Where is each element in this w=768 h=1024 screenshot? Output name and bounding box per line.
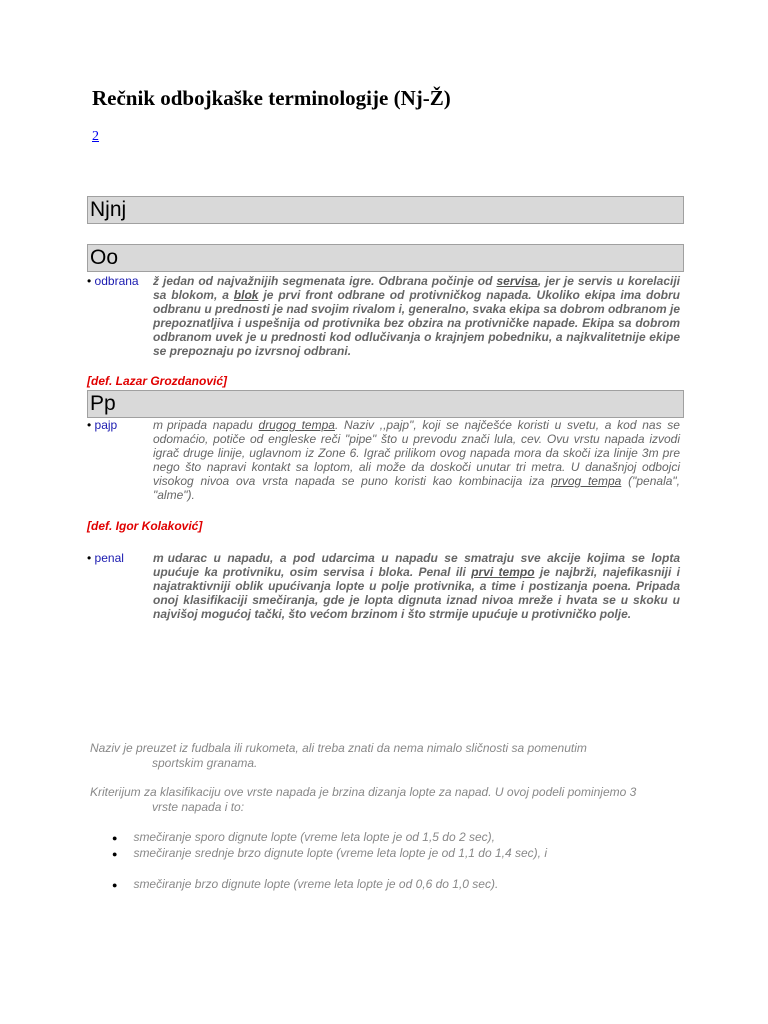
grammar-tag: ž: [153, 274, 159, 288]
note-paragraph: [90, 785, 680, 815]
section-header-njnj: Njnj: [87, 196, 684, 224]
link-drugog-tempa[interactable]: drugog tempa: [258, 418, 335, 432]
section-header-pp: Pp: [87, 390, 684, 418]
definition-odbrana: [87, 274, 680, 358]
note-line: Kriterijum za klasifikaciju ove vrste napada je brzina dizanja lopte za napad. U ovoj podeli pominjemo 3: [90, 785, 637, 799]
list-item: [112, 830, 672, 844]
page-number-link[interactable]: 2: [92, 129, 99, 144]
bullet-icon: ●: [112, 880, 118, 890]
definition-text: je prvi front odbrane od protivničkog napada. Ukoliko ekipa ima dobru odbranu u prednosti je nad svojim rivalom i, generalno, svaka ekipa sa dobrom odbranom je prepoznatljiva i uspešnija od protivnika bez obzira na protivničke napade. Ekipa sa dobrom odbranom uvek je u prednosti kod odlučivanja o krajnjem pobedniku, a najkvalitetnije ekipe se prepoznaju po izvrsnoj odbrani.: [153, 288, 680, 358]
definition-text: pripada napadu: [167, 418, 259, 432]
list-item-text: smečiranje srednje brzo dignute lopte (vreme leta lopte je od 1,1 do 1,4 sec), i: [133, 846, 547, 860]
list-item-text: smečiranje sporo dignute lopte (vreme leta lopte je od 1,5 do 2 sec),: [133, 830, 495, 844]
bullet-icon: ●: [112, 849, 118, 859]
note-line: vrste napada i to:: [152, 800, 245, 814]
section-header-oo: Oo: [87, 244, 684, 272]
list-item: [112, 846, 672, 860]
link-prvog-tempa[interactable]: prvog tempa: [551, 474, 622, 488]
definition-pajp: [87, 418, 680, 502]
grammar-tag: m: [153, 551, 164, 565]
note-line: sportskim granama.: [152, 756, 258, 770]
entry-odbrana: [87, 274, 680, 358]
grammar-tag: m: [153, 418, 163, 432]
link-servisa[interactable]: servisa: [496, 274, 538, 288]
note-line: Naziv je preuzet iz fudbala ili rukometa, ali treba znati da nema nimalo sličnosti sa pomenutim: [90, 741, 587, 755]
definition-text: jedan od najvažnijih segmenata igre. Odbrana počinje od: [163, 274, 497, 288]
link-blok[interactable]: blok: [233, 288, 259, 302]
entry-pajp: [87, 418, 680, 502]
definition-author: [def. Lazar Grozdanović]: [87, 374, 228, 388]
term-penal[interactable]: penal: [94, 551, 124, 565]
bullet: •: [87, 551, 92, 565]
term-pajp[interactable]: pajp: [94, 418, 118, 432]
definition-author: [def. Igor Kolaković]: [87, 519, 203, 533]
definition-text: ("penala", "alme").: [153, 474, 680, 502]
definition-text: , jer je servis u korelaciji sa blokom, a: [153, 274, 680, 302]
page-title: Rečnik odbojkaške terminologije (Nj-Ž): [92, 86, 451, 110]
bullet: •: [87, 418, 92, 432]
definition-text: udarac u napadu, a pod udarcima u napadu se smatraju sve akcije kojima se lopta upućuje ka protivniku, osim servisa i bloka. Penal ili: [153, 551, 680, 579]
list-item-text: smečiranje brzo dignute lopte (vreme leta lopte je od 0,6 do 1,0 sec).: [133, 877, 499, 891]
definition-text: je najbrži, najefikasniji i najatraktivniji oblik upućivanja lopte u polje protivnika, a time i postizanja poena. Pripada onoj klasifikaciji smečiranja, gde je lopta dignuta iznad nivoa mreže i hvata se u skoku u najvišoj mogućoj tački, što većom brzinom i što strmije upućuje u protivničko polje.: [153, 565, 680, 621]
bullet: •: [87, 274, 92, 288]
definition-text: . Naziv ,,pajp", koji se najčešće koristi u svetu, a kod nas se odomaćio, potiče od engleske reči "pipe" što u prevodu znači lula, cev. Ovu vrstu napada izvodi igrač druge linije, uglavnom iz Zone 6. Igrač prilikom ovog napada mora da skoči iza linije 3m pre nego što napravi kontakt sa loptom, ali može da doskoči unutar tri metra. U današnjoj odbojci visokog nivoa ova vrsta napada se puno koristi kao kombinacija iza: [153, 418, 680, 488]
bullet-icon: ●: [112, 833, 118, 843]
link-prvi-tempo[interactable]: prvi tempo: [471, 565, 535, 579]
definition-penal: [87, 551, 680, 621]
entry-penal: [87, 551, 680, 621]
note-paragraph: [90, 741, 680, 771]
term-odbrana[interactable]: odbrana: [94, 274, 139, 288]
list-item: [112, 877, 672, 891]
